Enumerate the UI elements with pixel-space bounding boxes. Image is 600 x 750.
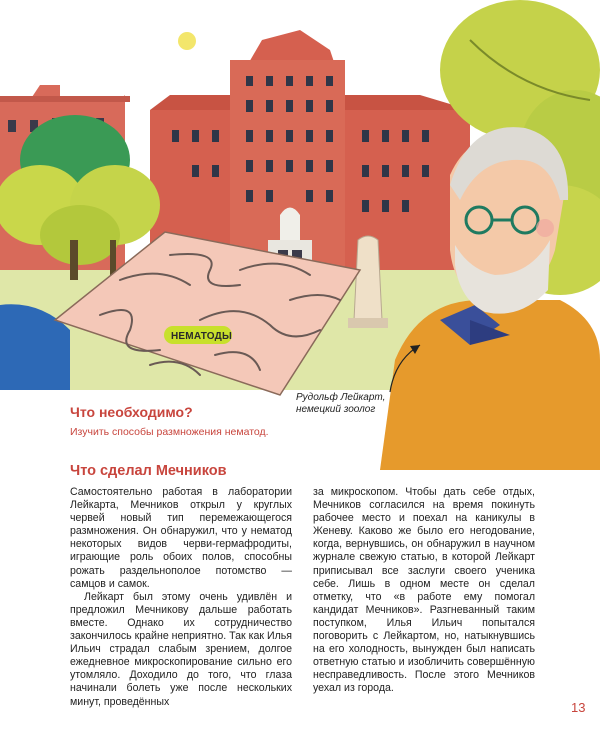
section-title: Что сделал Мечников	[70, 463, 227, 479]
paragraph: Лейкарт был этому очень удивлён и предложил Мечникову дальше работать вместе. Однако их сотрудничество закончилось крайне неприятно. Так как Илья Ильич страдал слабым зрением, долгое ежедневное микроскопирование сильно его утомляло. Доходило до того, что глаза начинали болеть уже после нескольких минут, проведённых	[70, 590, 293, 708]
sun	[178, 32, 196, 50]
paragraph: Самостоятельно работая в лаборатории Лейкарта, Мечников открыл у круглых червей новый тип перемежающегося размножения. Он обнаружил, что у нематод некоторых видов черви-гермафродиты, играющие роль обоих полов, способны рожать раздельнополое потомство — самцов и самок.	[70, 486, 292, 590]
leuckart-caption: Рудольф Лейкарт, немецкий зоолог	[296, 392, 386, 415]
text-column-left	[70, 486, 292, 709]
page-number: 13	[571, 700, 586, 715]
question-title: Что необходимо?	[70, 404, 193, 420]
text-column-right	[313, 486, 535, 696]
question-text: Изучить способы размножения нематод.	[70, 426, 269, 438]
nematodes-label: НЕМАТОДЫ	[171, 331, 232, 342]
paragraph: за микроскопом. Чтобы дать себе отдых, Мечников согласился на время покинуть рабочее место и поехал на каникулы в Женеву. Каково же было его негодование, когда, вернувшись, он обнаружил в научном журнале свежую статью, в которой Лейкарт приписывал все заслуги своего ученика себе. Лишь в одном месте он сделал отметку, что «в работе ему помогал кандидат Мечников». Разгневанный таким поступком, Илья Ильич попытался поговорить с Лейкартом, но, натыкнувшись на его холодность, вынужден был написать ответную статью и изобличить совершённую несправедливость. После этого Мечников уехал из города.	[313, 486, 535, 695]
